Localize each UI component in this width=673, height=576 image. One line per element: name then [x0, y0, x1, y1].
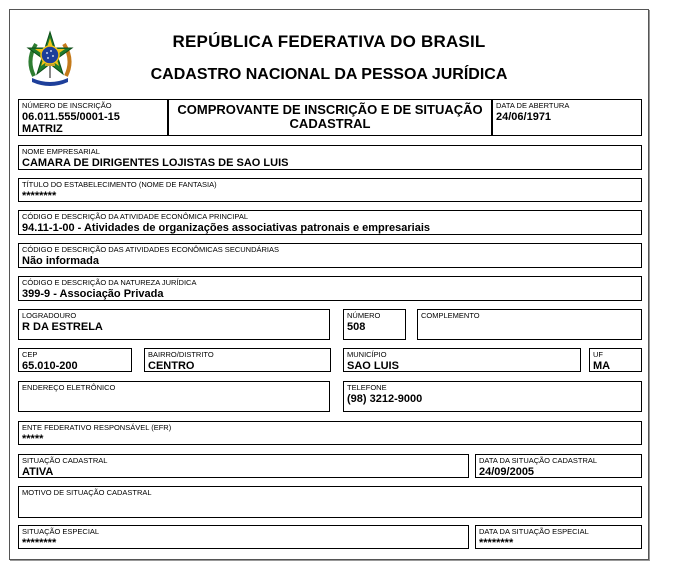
situacao-especial-label: SITUAÇÃO ESPECIAL — [22, 527, 100, 536]
natureza-juridica-label: CÓDIGO E DESCRIÇÃO DA NATUREZA JURÍDICA — [22, 278, 197, 287]
nome-empresarial-label: NOME EMPRESARIAL — [22, 147, 100, 156]
comprovante-title: COMPROVANTE DE INSCRIÇÃO E DE SITUAÇÃO CADASTRAL — [177, 102, 483, 131]
fantasia-label: TÍTULO DO ESTABELECIMENTO (NOME DE FANTASIA) — [22, 180, 217, 189]
efr-value: ***** — [22, 433, 44, 445]
bairro-box — [144, 348, 331, 372]
atividade-principal-value: 94.11-1-00 - Atividades de organizações associativas patronais e empresariais — [22, 222, 431, 234]
abertura-label: DATA DE ABERTURA — [496, 101, 570, 110]
atividade-principal-box — [18, 210, 642, 235]
data-situacao-label: DATA DA SITUAÇÃO CADASTRAL — [479, 456, 598, 465]
motivo-box — [18, 486, 642, 518]
natureza-juridica-box — [18, 276, 642, 301]
logradouro-value: R DA ESTRELA — [22, 321, 103, 333]
efr-label: ENTE FEDERATIVO RESPONSÁVEL (EFR) — [22, 423, 172, 432]
abertura-box — [492, 99, 642, 136]
situacao-box — [18, 454, 469, 478]
data-situacao-especial-box — [475, 525, 642, 549]
numero-label: NÚMERO — [347, 311, 381, 320]
atividades-secundarias-label: CÓDIGO E DESCRIÇÃO DAS ATIVIDADES ECONÔMICAS SECUNDÁRIAS — [22, 245, 279, 254]
comprovante-box — [168, 99, 492, 136]
cep-label: CEP — [22, 350, 38, 359]
atividades-secundarias-value: Não informada — [22, 255, 100, 267]
atividade-principal-label: CÓDIGO E DESCRIÇÃO DA ATIVIDADE ECONÔMICA PRINCIPAL — [22, 212, 249, 221]
atividades-secundarias-box — [18, 243, 642, 268]
cep-box — [18, 348, 132, 372]
bairro-value: CENTRO — [148, 360, 195, 372]
bairro-label: BAIRRO/DISTRITO — [148, 350, 214, 359]
efr-box — [18, 421, 642, 445]
document-subtitle: CADASTRO NACIONAL DA PESSOA JURÍDICA — [150, 66, 508, 83]
data-situacao-especial-label: DATA DA SITUAÇÃO ESPECIAL — [479, 527, 589, 536]
uf-box — [589, 348, 642, 372]
nome-empresarial-value: CAMARA DE DIRIGENTES LOJISTAS DE SAO LUIS — [22, 157, 289, 169]
motivo-label: MOTIVO DE SITUAÇÃO CADASTRAL — [22, 488, 152, 497]
situacao-value: ATIVA — [22, 466, 54, 478]
email-label: ENDEREÇO ELETRÔNICO — [22, 383, 116, 392]
email-box — [18, 381, 330, 412]
uf-value: MA — [593, 360, 611, 372]
complemento-label: COMPLEMENTO — [421, 311, 480, 320]
numero-box — [343, 309, 406, 340]
document-title: REPÚBLICA FEDERATIVA DO BRASIL — [172, 32, 486, 51]
data-situacao-value: 24/09/2005 — [479, 466, 535, 478]
situacao-label: SITUAÇÃO CADASTRAL — [22, 456, 108, 465]
municipio-label: MUNICÍPIO — [347, 350, 387, 359]
inscricao-type: MATRIZ — [22, 123, 63, 135]
situacao-especial-value: ******** — [22, 537, 57, 549]
logradouro-label: LOGRADOURO — [22, 311, 77, 320]
municipio-value: SAO LUIS — [347, 360, 399, 372]
municipio-box — [343, 348, 581, 372]
telefone-box — [343, 381, 642, 412]
numero-value: 508 — [347, 321, 366, 333]
nome-empresarial-box — [18, 145, 642, 170]
cnpj-document — [9, 9, 649, 560]
fantasia-value: ******** — [22, 190, 57, 202]
fantasia-box — [18, 178, 642, 202]
abertura-value: 24/06/1971 — [496, 111, 552, 123]
uf-label: UF — [593, 350, 603, 359]
data-situacao-especial-value: ******** — [479, 537, 514, 549]
data-situacao-box — [475, 454, 642, 478]
cep-value: 65.010-200 — [22, 360, 78, 372]
inscricao-label: NÚMERO DE INSCRIÇÃO — [22, 101, 112, 110]
telefone-label: TELEFONE — [347, 383, 387, 392]
complemento-box — [417, 309, 642, 340]
logradouro-box — [18, 309, 330, 340]
situacao-especial-box — [18, 525, 469, 549]
natureza-juridica-value: 399-9 - Associação Privada — [22, 288, 164, 300]
inscricao-box — [18, 99, 168, 136]
telefone-value: (98) 3212-9000 — [347, 393, 423, 405]
inscricao-number: 06.011.555/0001-15 — [22, 111, 120, 123]
